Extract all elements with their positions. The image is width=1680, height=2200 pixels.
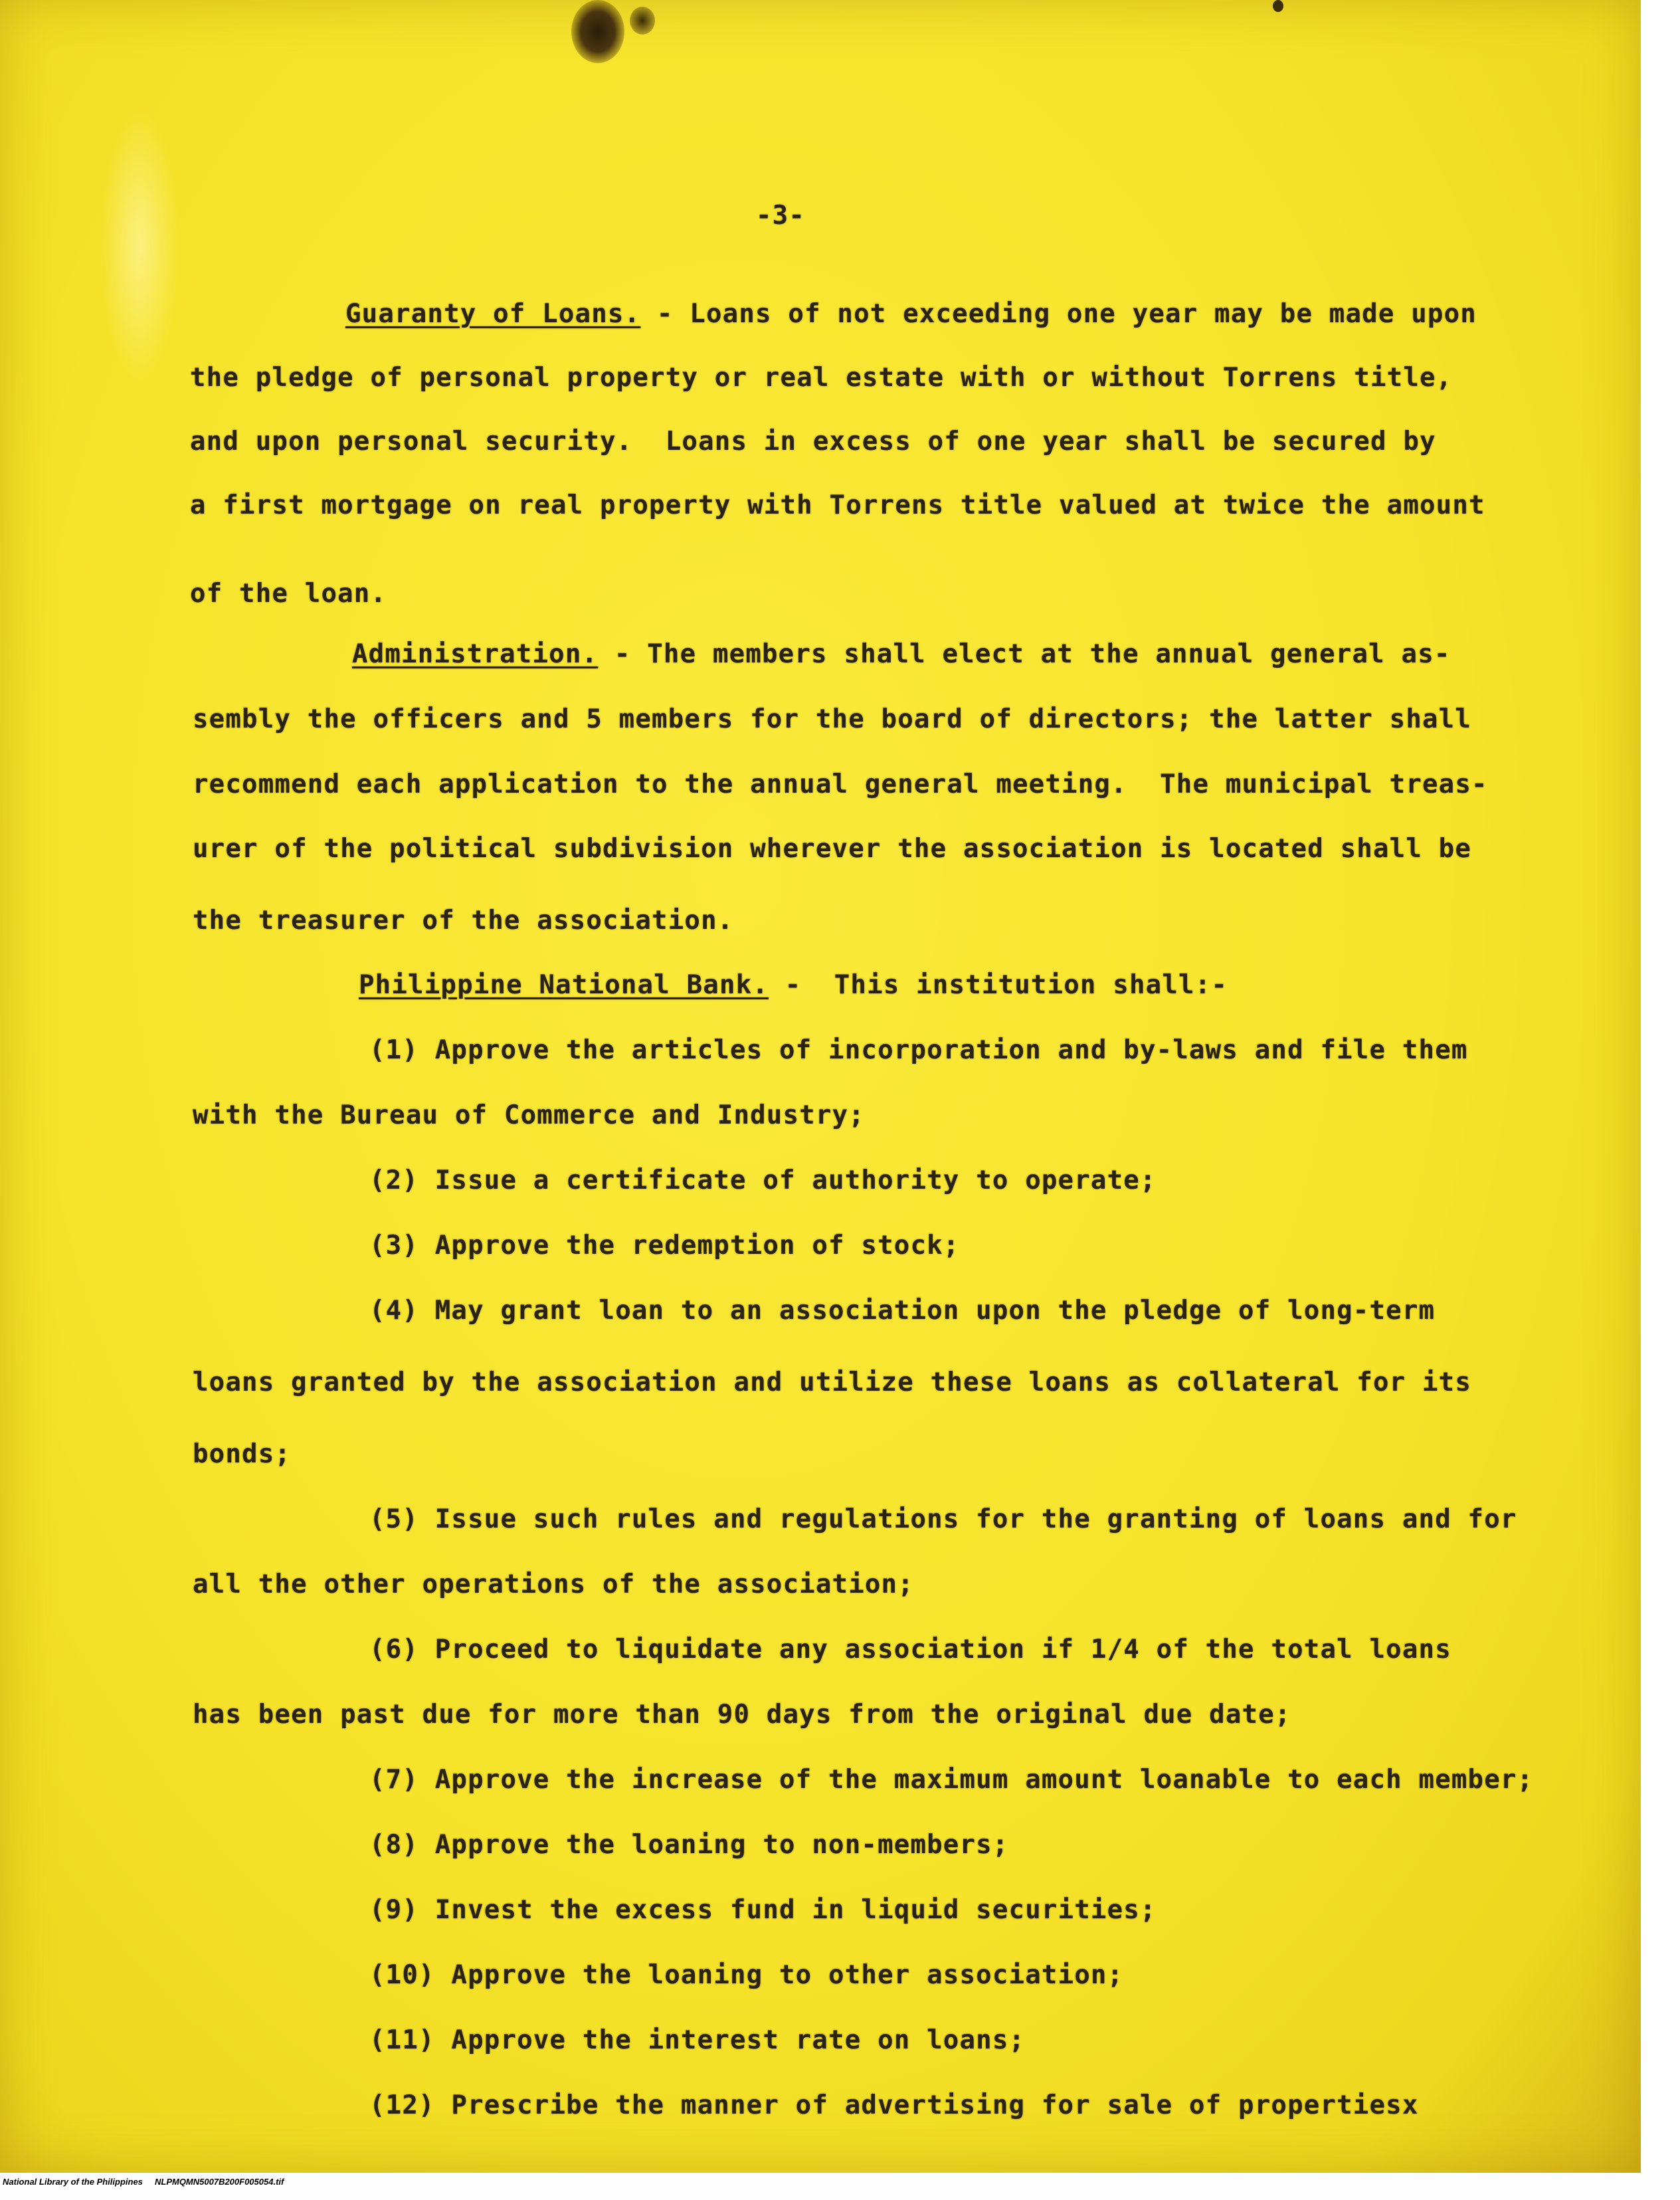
list-item-line: loans granted by the association and utilize these loans as collateral for its bbox=[193, 1367, 1472, 1397]
list-item-line: has been past due for more than 90 days from the original due date; bbox=[193, 1700, 1291, 1730]
punch-hole-stain-small bbox=[630, 7, 655, 35]
footer-library: National Library of the Philippines bbox=[3, 2177, 143, 2187]
administration-heading: Administration. bbox=[352, 639, 599, 669]
list-item-line: with the Bureau of Commerce and Industry; bbox=[193, 1100, 865, 1130]
list-item-line: (7) Approve the increase of the maximum amount loanable to each member; bbox=[369, 1765, 1534, 1795]
paragraph-line: a first mortgage on real property with Torrens title valued at twice the amount bbox=[190, 490, 1485, 520]
paragraph-line bbox=[359, 970, 1228, 1001]
paragraph-line: recommend each application to the annual general meeting. The municipal treas- bbox=[193, 769, 1488, 799]
list-item-line: (6) Proceed to liquidate any association if 1/4 of the total loans bbox=[369, 1635, 1451, 1664]
paragraph-line bbox=[345, 299, 1477, 330]
paragraph-line: the pledge of personal property or real estate with or without Torrens title, bbox=[190, 363, 1453, 393]
list-item-line: (5) Issue such rules and regulations for the granting of loans and for bbox=[369, 1504, 1517, 1534]
ink-spot bbox=[1273, 0, 1283, 12]
list-item-line: (3) Approve the redemption of stock; bbox=[369, 1231, 960, 1260]
pnb-heading: Philippine National Bank. bbox=[359, 970, 769, 1000]
paragraph-line: the treasurer of the association. bbox=[193, 906, 734, 936]
list-item-line: (11) Approve the interest rate on loans; bbox=[369, 2025, 1026, 2055]
list-item-line: all the other operations of the association; bbox=[193, 1569, 914, 1599]
administration-line-text: - The members shall elect at the annual general as- bbox=[598, 639, 1451, 669]
list-item-line: (4) May grant loan to an association upon the pledge of long-term bbox=[369, 1296, 1436, 1326]
footer-file-id: NLPMQMN5007B200F005054.tif bbox=[154, 2177, 284, 2187]
list-item-line: (1) Approve the articles of incorporation and by-laws and file them bbox=[369, 1035, 1468, 1065]
list-item-line: (10) Approve the loaning to other association; bbox=[369, 1960, 1124, 1990]
paragraph-line: and upon personal security. Loans in excess of one year shall be secured by bbox=[190, 427, 1436, 456]
page-number: -3- bbox=[756, 201, 806, 231]
list-item-line: (9) Invest the excess fund in liquid securities; bbox=[369, 1895, 1157, 1925]
paragraph-line: of the loan. bbox=[190, 579, 387, 609]
list-item-line: (8) Approve the loaning to non-members; bbox=[369, 1830, 1009, 1860]
paragraph-line: urer of the political subdivision wherever the association is located shall be bbox=[193, 834, 1472, 864]
scan-margin bbox=[1641, 0, 1680, 2173]
pnb-lead: - This institution shall:- bbox=[769, 970, 1228, 1000]
punch-hole-stain bbox=[571, 0, 624, 63]
paper-crease bbox=[100, 106, 179, 385]
list-item-line: (2) Issue a certificate of authority to operate; bbox=[369, 1165, 1157, 1195]
guaranty-line-text: - Loans of not exceeding one year may be made upon bbox=[640, 299, 1477, 329]
scan-footer bbox=[3, 2177, 284, 2187]
paragraph-line: sembly the officers and 5 members for the board of directors; the latter shall bbox=[193, 704, 1472, 734]
guaranty-heading: Guaranty of Loans. bbox=[345, 299, 641, 329]
paragraph-line bbox=[352, 639, 1451, 670]
list-item-line: bonds; bbox=[193, 1439, 292, 1469]
list-item-line: (12) Prescribe the manner of advertising for sale of propertiesx bbox=[369, 2090, 1419, 2120]
